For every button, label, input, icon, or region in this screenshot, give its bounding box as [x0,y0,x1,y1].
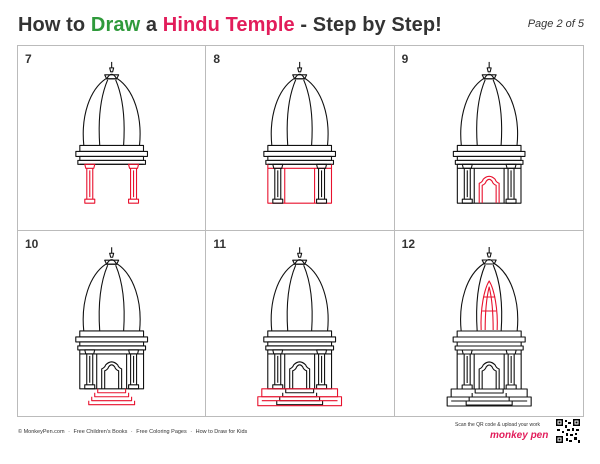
step-panel-12 [395,231,583,416]
step-number: 7 [25,52,32,66]
step-panel-7 [18,46,206,231]
step-panel-9 [395,46,583,231]
qr-code-icon[interactable] [555,418,581,444]
temple-drawing [395,46,583,230]
temple-drawing [206,231,393,416]
step-panel-11 [206,231,394,416]
step-number: 12 [401,237,416,251]
steps-grid [17,45,584,417]
step-number: 11 [213,237,227,251]
footer-link[interactable]: Free Coloring Pages [136,429,187,435]
footer-link[interactable]: Free Children's Books [73,429,128,435]
step-panel-8 [206,46,394,231]
qr-caption: Scan the QR code & upload your work [455,422,541,428]
footer-site[interactable]: © MonkeyPen.com [18,429,65,435]
footer-link[interactable]: How to Draw for Kids [195,429,248,435]
step-number: 10 [25,237,39,251]
page-number: Page 2 of 5 [527,18,584,30]
brand-logo: monkey pen [490,430,549,441]
temple-drawing [206,46,393,230]
footer-links: © MonkeyPen.com · Free Children's Books · Free Coloring Pages · How to Draw for Kids [18,429,248,435]
step-number: 9 [401,52,409,66]
temple-drawing [395,231,583,416]
temple-drawing [18,231,205,416]
step-panel-10 [18,231,206,416]
temple-drawing [18,46,205,230]
page-title: How to Draw a Hindu Temple - Step by Step! [18,14,442,36]
step-number: 8 [213,52,221,66]
